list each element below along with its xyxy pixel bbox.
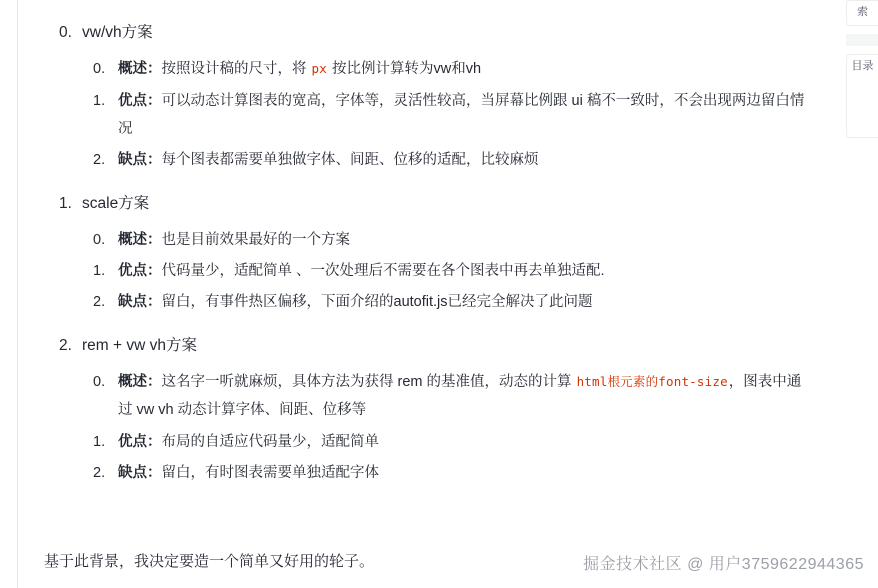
- list-item: [82, 368, 814, 425]
- item-text: [118, 374, 801, 418]
- section-label: scale方案: [82, 194, 150, 212]
- item-term: 缺点：: [118, 152, 162, 169]
- list-item: [82, 55, 814, 83]
- item-marker: 2.: [93, 152, 106, 169]
- item-text-run: 这名字一听就麻烦，具体方法为获得 rem 的基准值，动态的计算: [161, 374, 576, 391]
- section-label: rem + vw vh方案: [82, 336, 197, 354]
- item-marker: 0.: [93, 61, 106, 78]
- outline-section: [44, 189, 814, 317]
- section-items: [82, 226, 814, 317]
- item-marker: 0.: [93, 374, 106, 391]
- item-text-run: 也是目前效果最好的一个方案: [161, 231, 350, 248]
- item-term: 概述：: [118, 374, 162, 391]
- item-text: [118, 61, 481, 77]
- inline-code: px: [311, 61, 327, 77]
- outline-section: [44, 331, 814, 488]
- item-term: 缺点：: [118, 294, 162, 311]
- item-text: [118, 465, 379, 481]
- item-text: [118, 93, 804, 137]
- item-term: 优点：: [118, 92, 162, 109]
- item-marker: 2.: [93, 294, 106, 311]
- item-text: [118, 294, 593, 310]
- item-text: [118, 152, 539, 168]
- item-marker: 1.: [93, 263, 106, 280]
- section-marker: 0.: [59, 24, 72, 41]
- item-marker: 2.: [93, 464, 106, 481]
- list-item: [82, 257, 814, 285]
- side-card-catalog[interactable]: 目录: [846, 54, 878, 138]
- list-item: [82, 428, 814, 456]
- section-label: vw/vh方案: [82, 24, 153, 41]
- list-item: [82, 288, 814, 316]
- outline-section: [44, 18, 814, 175]
- item-text-run: 可以动态计算图表的宽高，字体等，灵活性较高，当屏幕比例跟 ui 稿不一致时，不会出现两边留白情况: [118, 92, 805, 137]
- item-text-run: 每个图表都需要单独做字体、间距、位移的适配，比较麻烦: [161, 152, 539, 169]
- item-text-run: 代码量少，适配简单 、一次处理后不需要在各个图表中再去单独适配.: [161, 263, 605, 280]
- section-marker: 2.: [59, 336, 72, 354]
- item-term: 优点：: [118, 433, 162, 450]
- item-text-run: 按比例计算转为vw和vh: [327, 61, 482, 78]
- section-items: [82, 55, 814, 174]
- side-card-search[interactable]: 索: [846, 0, 878, 26]
- side-panel: [840, 0, 878, 588]
- item-marker: 0.: [93, 231, 106, 248]
- inline-code: html根元素的font-size: [576, 374, 728, 390]
- section-marker: 1.: [59, 194, 72, 212]
- side-divider: [846, 34, 878, 46]
- watermark: 掘金技术社区 @ 用户3759622944365: [583, 556, 864, 573]
- item-term: 概述：: [118, 231, 162, 248]
- item-text-run: 留白，有事件热区偏移，下面介绍的autofit.js已经完全解决了此问题: [161, 294, 593, 311]
- item-term: 概述：: [118, 61, 162, 78]
- list-item: [82, 87, 814, 144]
- list-item: [82, 146, 814, 174]
- item-text-run: 布局的自适应代码量少，适配简单: [161, 433, 379, 450]
- section-items: [82, 368, 814, 487]
- item-term: 缺点：: [118, 464, 162, 481]
- item-text: [118, 263, 605, 279]
- item-text-run: ，图表中通过 vw vh 动态计算字体、间距、位移等: [118, 374, 802, 419]
- article-body: [18, 0, 840, 588]
- list-item: [82, 459, 814, 487]
- item-term: 优点：: [118, 263, 162, 280]
- item-marker: 1.: [93, 433, 106, 450]
- item-marker: 1.: [93, 92, 106, 109]
- list-item: [82, 226, 814, 254]
- item-text: [118, 434, 379, 450]
- item-text: [118, 232, 350, 248]
- item-text-run: 按照设计稿的尺寸，将: [161, 61, 311, 78]
- item-text-run: 留白，有时图表需要单独适配字体: [161, 464, 379, 481]
- closing-paragraph: 基于此背景，我决定要造一个简单又好用的轮子。: [44, 553, 375, 570]
- outline-list: [44, 18, 814, 487]
